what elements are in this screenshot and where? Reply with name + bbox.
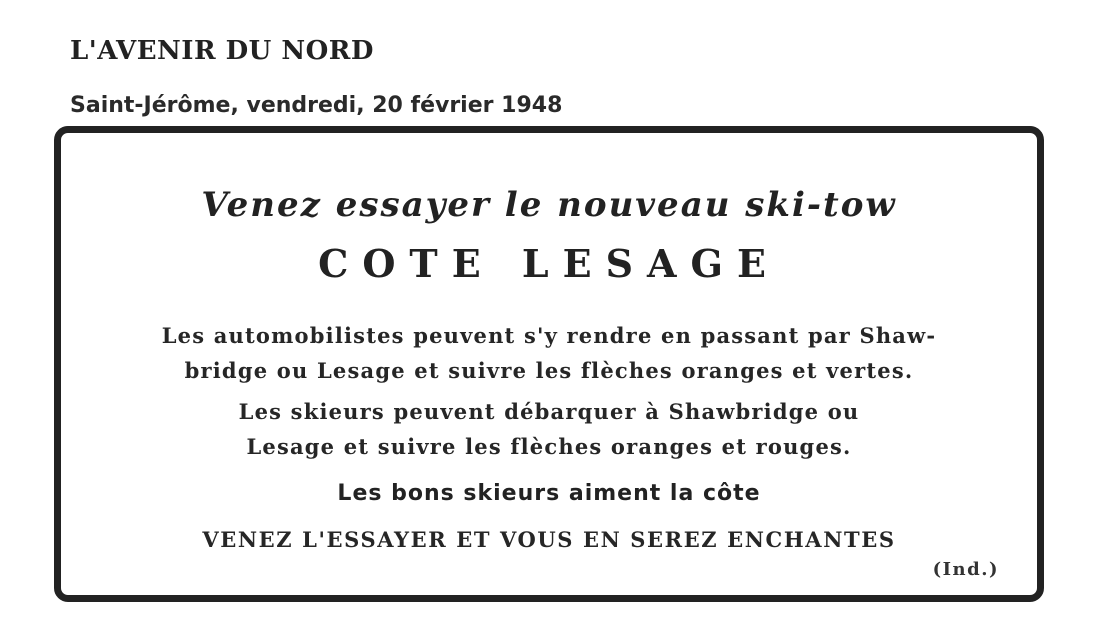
ad-place-name: COTE LESAGE bbox=[318, 241, 780, 286]
ad-driving-directions-line-2: bridge ou Lesage et suivre les flèches oranges et vertes. bbox=[184, 358, 914, 383]
ad-skier-directions-line-2: Lesage et suivre les flèches oranges et rouges. bbox=[246, 434, 852, 459]
ad-skier-directions-line-1: Les skieurs peuvent débarquer à Shawbridge ou bbox=[238, 399, 860, 424]
dateline: Saint-Jérôme, vendredi, 20 février 1948 bbox=[70, 93, 563, 118]
ad-headline: Venez essayer le nouveau ski-tow bbox=[201, 185, 897, 225]
ad-driving-directions-line-1: Les automobilistes peuvent s'y rendre en passant par Shaw- bbox=[161, 323, 937, 348]
newspaper-masthead: L'AVENIR DU NORD bbox=[70, 36, 374, 66]
ad-closing-line: VENEZ L'ESSAYER ET VOUS EN SEREZ ENCHANTES bbox=[202, 527, 896, 552]
advertisement-box bbox=[54, 126, 1044, 602]
ad-slogan: Les bons skieurs aiment la côte bbox=[337, 481, 761, 506]
ad-credit: (Ind.) bbox=[932, 559, 999, 580]
